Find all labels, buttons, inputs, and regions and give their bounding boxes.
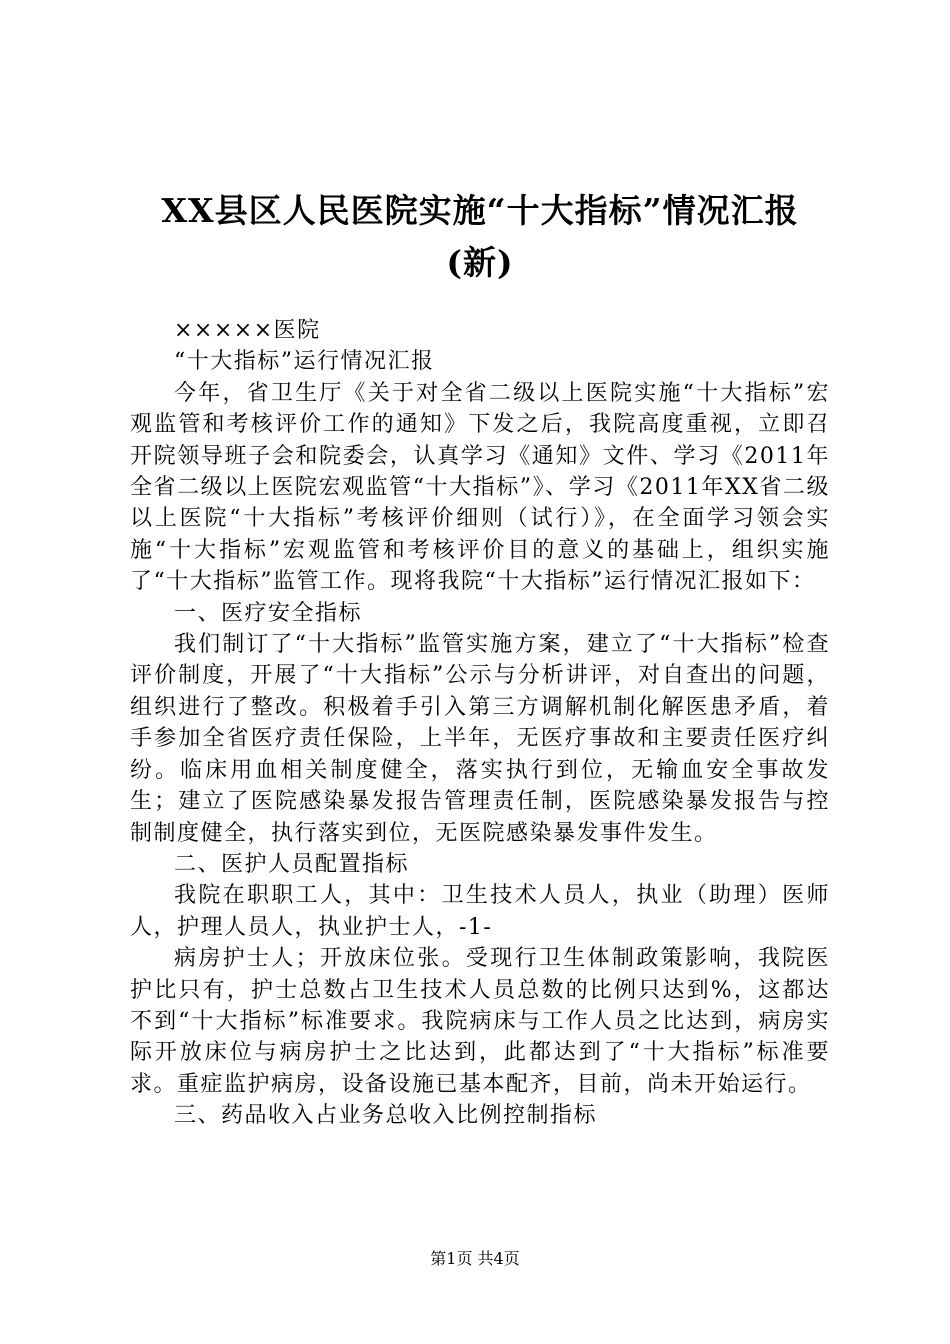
document-body — [130, 315, 830, 1132]
paragraph-section-2b: 病房护士人；开放床位张。受现行卫生体制政策影响，我院医护比只有，护士总数占卫生技术人员总数的比例只达到%，这都达不到“十大指标”标准要求。我院病床与工作人员之比达到，病房实际开放床位与病房护士之比达到，此都达到了“十大指标”标准要求。重症监护病房，设备设施已基本配齐，目前，尚未开始运行。 — [130, 946, 830, 1097]
document-title — [130, 0, 830, 289]
paragraph-intro: 今年，省卫生厅《关于对全省二级以上医院实施“十大指标”宏观监管和考核评价工作的通知》下发之后，我院高度重视，立即召开院领导班子会和院委会，认真学习《通知》文件、学习《2011年全省二级以上医院宏观监管“十大指标”》、学习《2011年XX省二级以上医院“十大指标”考核评价细则（试行）》，在全面学习领会实施“十大指标”宏观监管和考核评价目的意义的基础上，组织实施了“十大指标”监管工作。现将我院“十大指标”运行情况汇报如下： — [130, 380, 830, 595]
section-heading-2: 二、医护人员配置指标 — [174, 851, 410, 877]
paragraph-section-2a: 我院在职职工人，其中：卫生技术人员人，执业（助理）医师人，护理人员人，执业护士人，-1- — [130, 883, 830, 940]
section-heading-1: 一、医疗安全指标 — [174, 600, 363, 626]
paragraph-hospital-name: ×××××医院 — [174, 318, 321, 343]
paragraph-report-heading: “十大指标”运行情况汇报 — [174, 349, 435, 375]
document-page — [130, 0, 830, 1132]
title-line-1: XX县区人民医院实施“十大指标”情况汇报 — [161, 191, 799, 230]
title-line-2: (新) — [446, 243, 514, 282]
page-footer: 第1页 共4页 — [430, 1249, 520, 1268]
paragraph-section-1: 我们制订了“十大指标”监管实施方案，建立了“十大指标”检查评价制度，开展了“十大指标”公示与分析讲评，对自查出的问题，组织进行了整改。积极着手引入第三方调解机制化解医患矛盾，着手参加全省医疗责任保险，上半年，无医疗事故和主要责任医疗纠纷。临床用血相关制度健全，落实执行到位，无输血安全事故发生；建立了医院感染暴发报告管理责任制，医院感染暴发报告与控制制度健全，执行落实到位，无医院感染暴发事件发生。 — [130, 632, 830, 846]
section-heading-3: 三、药品收入占业务总收入比例控制指标 — [174, 1103, 598, 1129]
